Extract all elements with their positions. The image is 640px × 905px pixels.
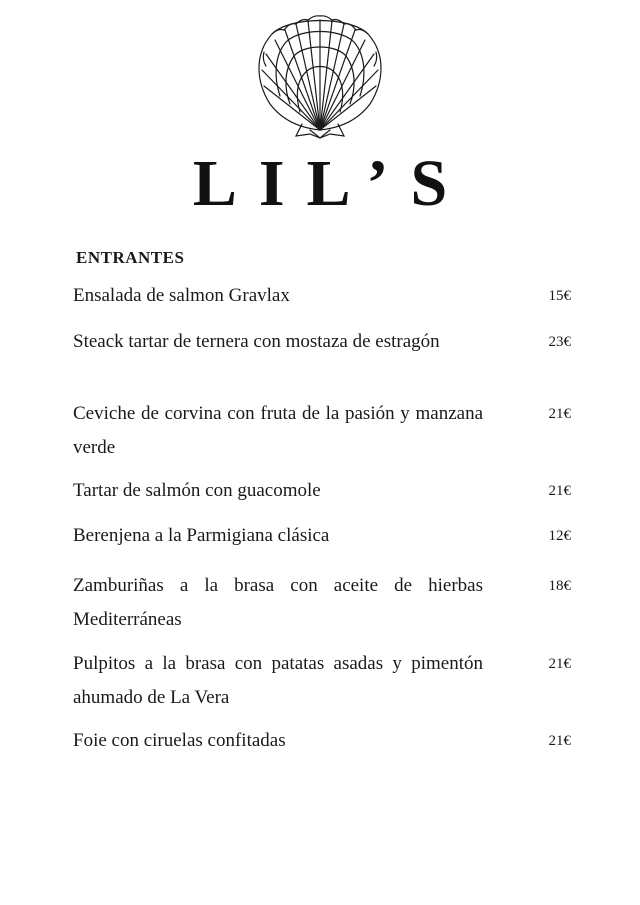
menu-item-price: 18€ bbox=[548, 578, 571, 594]
menu-item-price: 23€ bbox=[548, 334, 571, 350]
menu-item-name: Ceviche de corvina con fruta de la pasión y manzana verde bbox=[73, 403, 483, 458]
menu-item-price: 12€ bbox=[548, 528, 571, 544]
restaurant-name: LIL’S bbox=[192, 147, 470, 220]
section-title: ENTRANTES bbox=[76, 248, 185, 267]
menu-item-price: 21€ bbox=[548, 733, 571, 749]
menu-item-name: Berenjena a la Parmigiana clásica bbox=[73, 525, 330, 546]
scallop-shell-icon bbox=[250, 12, 390, 140]
menu-item-name: Foie con ciruelas confitadas bbox=[73, 730, 286, 751]
menu-item-price: 21€ bbox=[548, 406, 571, 422]
menu-item-name: Pulpitos a la brasa con patatas asadas y pimentón ahumado de La Vera bbox=[73, 653, 483, 708]
menu-item-price: 21€ bbox=[548, 483, 571, 499]
menu-item-price: 15€ bbox=[548, 288, 571, 304]
menu-item-name: Zamburiñas a la brasa con aceite de hierbas Mediterráneas bbox=[73, 575, 483, 630]
menu-item-price: 21€ bbox=[548, 656, 571, 672]
menu-item-name: Tartar de salmón con guacomole bbox=[73, 480, 321, 501]
menu-item-name: Ensalada de salmon Gravlax bbox=[73, 285, 290, 306]
menu-item-name: Steack tartar de ternera con mostaza de estragón bbox=[73, 331, 440, 352]
